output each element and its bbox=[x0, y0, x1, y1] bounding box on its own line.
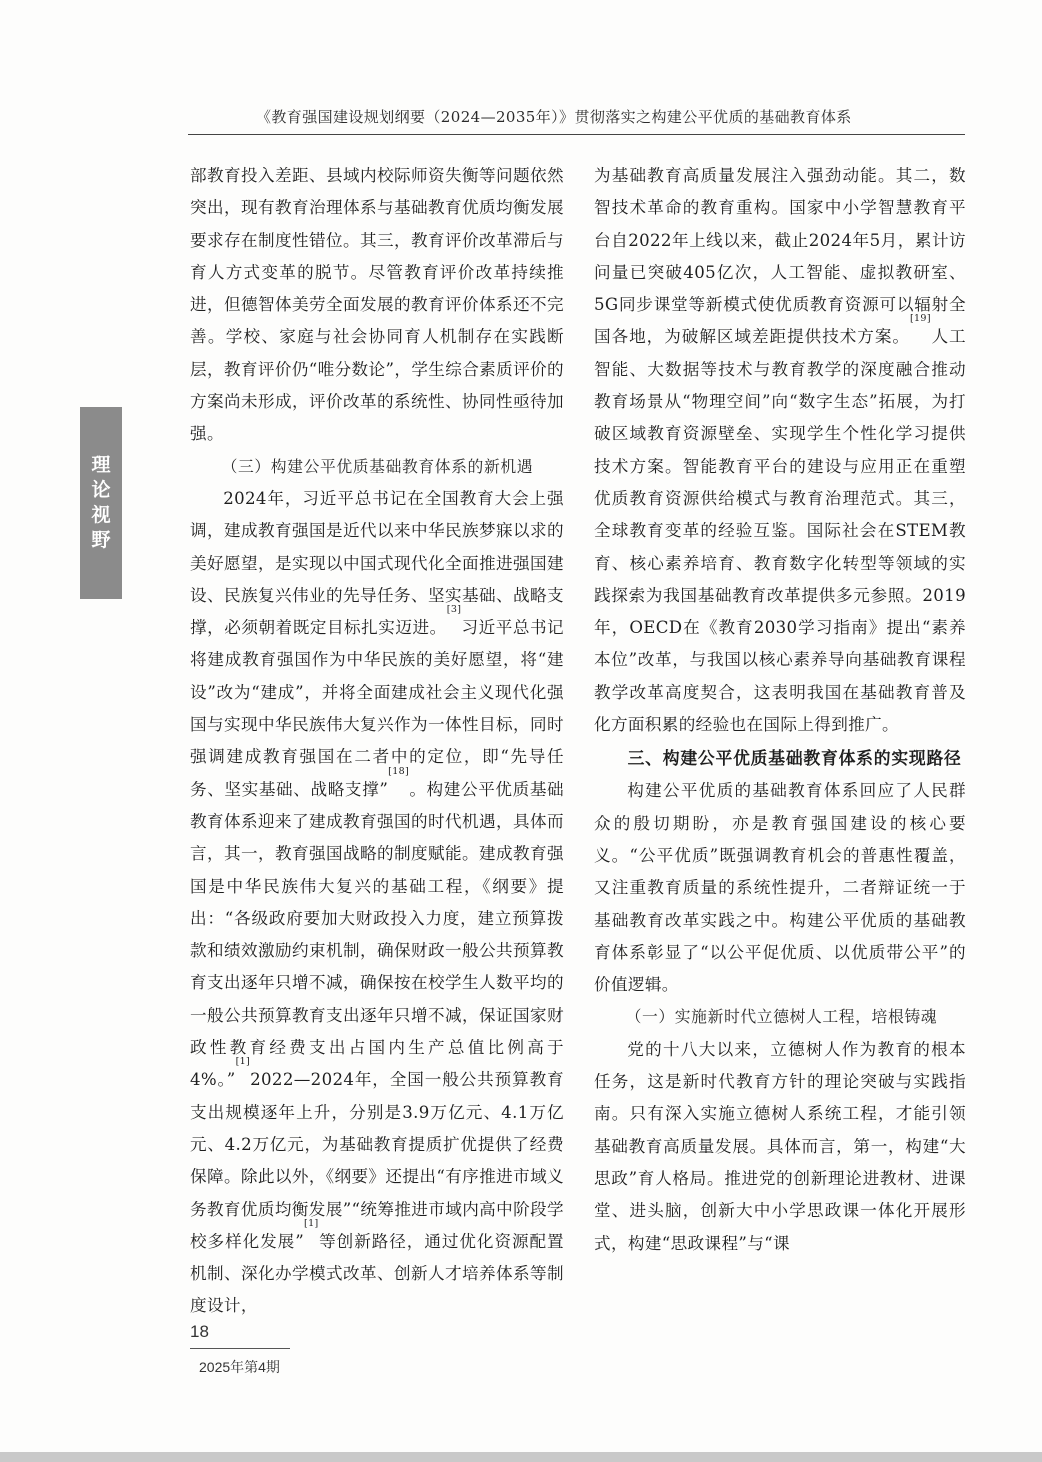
header-rule bbox=[188, 134, 965, 135]
text-run: 。构建公平优质基础教育体系迎来了建成教育强国的时代机遇，具体而言，其一，教育强国战略的制度赋能。建成教育强国是中华民族伟大复兴的基础工程，《纲要》提出：“各级政府要加大财政投入力度，建立预算拨款和绩效激励约束机制，确保财政一般公共预算教育支出逐年只增不减，确保按在校学生人数平均的一般公共预算教育支出逐年只增不减，保证国家财政性教育经费支出占国内生产总值比例高于4%。” bbox=[190, 779, 564, 1090]
footer-rule bbox=[190, 1348, 290, 1349]
right-column bbox=[594, 160, 966, 1260]
citation-ref: [1] bbox=[304, 1217, 319, 1229]
page-number: 18 bbox=[190, 1322, 209, 1341]
paragraph: 构建公平优质的基础教育体系回应了人民群众的殷切期盼，亦是教育强国建设的核心要义。“公平优质”既强调教育机会的普惠性覆盖，又注重教育质量的系统性提升，二者辩证统一于基础教育改革实践之中。构建公平优质的基础教育体系彰显了“以公平促优质、以优质带公平”的价值逻辑。 bbox=[594, 781, 966, 995]
text-run: 2024年，习近平总书记在全国教育大会上强调，建成教育强国是近代以来中华民族梦寐以求的美好愿望，是实现以中国式现代化全面推进强国建设、民族复兴伟业的先导任务、坚实基础、战略支撑，必须朝着既定目标扎实迈进。 bbox=[190, 488, 564, 638]
bottom-edge-bar bbox=[0, 1452, 1042, 1462]
text-run: 2022—2024年，全国一般公共预算教育支出规模逐年上升，分别是3.9万亿元、4.1万亿元、4.2万亿元，为基础教育提质扩优提供了经费保障。除此以外，《纲要》还提出“有序推进市域义务教育优质均衡发展”“统筹推进市域内高中阶段学校多样化发展” bbox=[190, 1070, 564, 1251]
left-column bbox=[190, 160, 564, 1323]
subsection-heading: （三）构建公平优质基础教育体系的新机遇 bbox=[221, 456, 534, 476]
citation-ref: [3] bbox=[446, 604, 462, 616]
citation-ref: [1] bbox=[235, 1056, 251, 1068]
side-tab-char: 理 bbox=[91, 454, 111, 476]
paragraph bbox=[594, 160, 966, 741]
citation-ref: [19] bbox=[909, 313, 931, 325]
citation-ref: [18] bbox=[388, 765, 410, 777]
paragraph bbox=[190, 483, 564, 1323]
text-run: 为基础教育高质量发展注入强劲动能。其二，数智技术革命的教育重构。国家中小学智慧教育平台自2022年上线以来，截止2024年5月，累计访问量已突破405亿次，人工智能、虚拟教研室、5G同步课堂等新模式使优质教育资源可以辐射全国各地，为破解区域差距提供技术方案。 bbox=[594, 166, 966, 347]
text-run: 人工智能、大数据等技术与教育教学的深度融合推动教育场景从“物理空间”向“数字生态”拓展，为打破区域教育资源壁垒、实现学生个性化学习提供技术方案。智能教育平台的建设与应用正在重塑优质教育资源供给模式与教育治理范式。其三，全球教育变革的经验互鉴。国际社会在STEM教育、核心素养培育、教育数字化转型等领域的实践探索为我国基础教育改革提供多元参照。2019年，OECD在《教育2030学习指南》提出“素养本位”改革，与我国以核心素养导向基础教育课程教学改革高度契合，这表明我国在基础教育普及化方面积累的经验也在国际上得到推广。 bbox=[594, 327, 966, 735]
section-side-tab bbox=[80, 407, 122, 599]
running-header: 《教育强国建设规划纲要（2024—2035年）》贯彻落实之构建公平优质的基础教育体系 bbox=[256, 108, 852, 126]
text-run: 习近平总书记将建成教育强国作为中华民族的美好愿望，将“建设”改为“建成”，并将全面建成社会主义现代化强国与实现中华民族伟大复兴作为一体性目标，同时强调建成教育强国在二者中的定位，即“先导任务、坚实基础、战略支撑” bbox=[190, 618, 565, 799]
issue-label: 2025年第4期 bbox=[199, 1359, 280, 1375]
paragraph: 党的十八大以来，立德树人作为教育的根本任务，这是新时代教育方针的理论突破与实践指南。只有深入实施立德树人系统工程，才能引领基础教育高质量发展。具体而言，第一，构建“大思政”育人格局。推进党的创新理论进教材、进课堂、进头脑，创新大中小学思政课一体化开展形式，构建“思政课程”与“课 bbox=[594, 1039, 966, 1253]
text-run: 等创新路径，通过优化资源配置机制、深化办学模式改革、创新人才培养体系等制度设计， bbox=[190, 1231, 564, 1316]
subsection-heading: （一）实施新时代立德树人工程，培根铸魂 bbox=[625, 1007, 938, 1027]
side-tab-char: 论 bbox=[91, 479, 111, 501]
paragraph: 部教育投入差距、县域内校际师资失衡等问题依然突出，现有教育治理体系与基础教育优质均衡发展要求存在制度性错位。其三，教育评价改革滞后与育人方式变革的脱节。尽管教育评价改革持续推进，但德智体美劳全面发展的教育评价体系还不完善。学校、家庭与社会协同育人机制存在实践断层，教育评价仍“唯分数论”，学生综合素质评价的方案尚未形成，评价改革的系统性、协同性亟待加强。 bbox=[190, 166, 564, 444]
side-tab-char: 野 bbox=[91, 529, 111, 551]
section-heading: 三、构建公平优质基础教育体系的实现路径 bbox=[627, 748, 962, 769]
side-tab-char: 视 bbox=[91, 504, 111, 526]
